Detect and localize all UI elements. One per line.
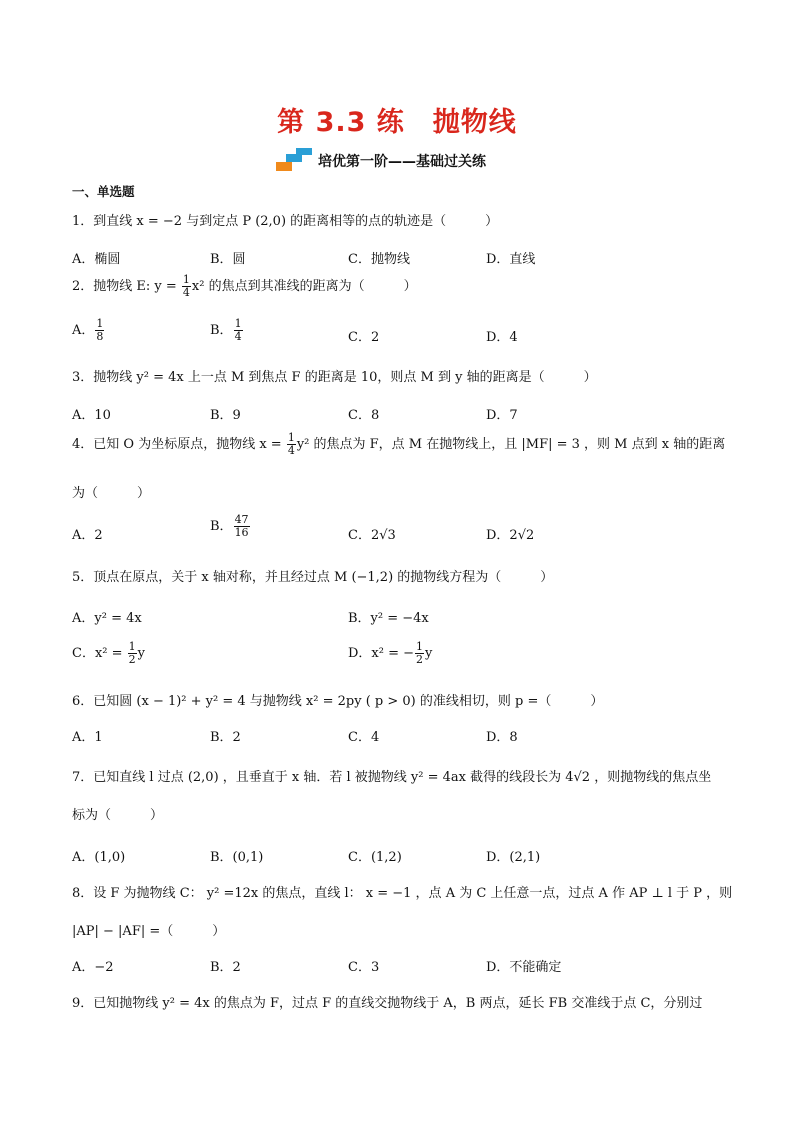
q7-option-d: D．(2,1) xyxy=(486,850,541,865)
q1-option-a: A．椭圆 xyxy=(72,252,121,267)
q5-option-a: A．y² = 4x xyxy=(72,611,142,626)
q5-option-b: B．y² = −4x xyxy=(348,611,429,626)
q3-option-b: B．9 xyxy=(210,408,241,423)
q8-option-a: A．−2 xyxy=(72,960,114,975)
q4-option-c: C．2√3 xyxy=(348,528,396,543)
q1-option-c: C．抛物线 xyxy=(348,252,410,267)
page-title: 第 3.3 练 抛物线 xyxy=(277,107,517,138)
q7-option-c: C．(1,2) xyxy=(348,850,402,865)
question-4-line2: 为（ ） xyxy=(72,486,151,501)
q4-option-a: A．2 xyxy=(72,528,103,543)
question-8-line2: |AP| − |AF| =（ ） xyxy=(72,924,226,939)
subtitle-row xyxy=(276,148,486,174)
question-7: 7．已知直线 l 过点 (2,0) ，且垂直于 x 轴．若 l 被抛物线 y² = 4ax 截得的线段长为 4√2 ，则抛物线的焦点坐 xyxy=(72,770,712,785)
question-8: 8．设 F 为抛物线 C： y² =12x 的焦点，直线 l： x = −1 ，点 A 为 C 上任意一点，过点 A 作 AP ⊥ l 于 P ，则 xyxy=(72,886,733,901)
section-heading: 一、单选题 xyxy=(72,184,135,199)
q4-option-d: D．2√2 xyxy=(486,528,535,543)
question-2: 2．抛物线 E: y = $\frac{1}{4}$ x² 的焦点到其准线的距离为（ ） xyxy=(72,273,417,299)
q6-option-c: C．4 xyxy=(348,730,380,745)
q1-option-d: D．直线 xyxy=(486,252,536,267)
q8-option-b: B．2 xyxy=(210,960,241,975)
q3-option-c: C．8 xyxy=(348,408,380,423)
q7-option-b: B．(0,1) xyxy=(210,850,264,865)
q5-option-d: D．x² = − $\frac{1}{2}$ y xyxy=(348,640,433,666)
q6-option-b: B．2 xyxy=(210,730,241,745)
steps-logo-icon xyxy=(276,148,312,174)
subtitle: 培优第一阶——基础过关练 xyxy=(318,154,486,170)
q8-option-c: C．3 xyxy=(348,960,380,975)
q5-option-c: C．x² = $\frac{1}{2}$ y xyxy=(72,640,146,666)
q6-option-d: D．8 xyxy=(486,730,518,745)
question-5: 5．顶点在原点，关于 x 轴对称，并且经过点 M (−1,2) 的抛物线方程为（ ） xyxy=(72,570,554,585)
q6-option-a: A．1 xyxy=(72,730,103,745)
q2-option-a: A． $\frac{1}{8}$ xyxy=(72,317,104,343)
q2-option-d: D．4 xyxy=(486,330,518,345)
q2-option-b: B． $\frac{1}{4}$ xyxy=(210,317,242,343)
q4-option-b: B． $\frac{47}{16}$ xyxy=(210,513,249,539)
q3-option-a: A．10 xyxy=(72,408,111,423)
q7-option-a: A．(1,0) xyxy=(72,850,126,865)
question-7-line2: 标为（ ） xyxy=(72,808,164,823)
question-1: 1．到直线 x = −2 与到定点 P (2,0) 的距离相等的点的轨迹是（ ） xyxy=(72,214,499,229)
question-6: 6．已知圆 (x − 1)² + y² = 4 与抛物线 x² = 2py ( p > 0) 的准线相切，则 p =（ ） xyxy=(72,694,604,709)
question-4: 4．已知 O 为坐标原点，抛物线 x = $\frac{1}{4}$ y² 的焦点为 F，点 M 在抛物线上，且 |MF| = 3 ，则 M 点到 x 轴的距离 xyxy=(72,431,726,457)
question-3: 3．抛物线 y² = 4x 上一点 M 到焦点 F 的距离是 10，则点 M 到 y 轴的距离是（ ） xyxy=(72,370,597,385)
q1-option-b: B．圆 xyxy=(210,252,246,267)
q8-option-d: D．不能确定 xyxy=(486,960,562,975)
question-9: 9．已知抛物线 y² = 4x 的焦点为 F，过点 F 的直线交抛物线于 A，B 两点，延长 FB 交准线于点 C，分别过 xyxy=(72,996,703,1011)
fraction: $\frac{1}{4}$ xyxy=(182,273,190,299)
q2-option-c: C．2 xyxy=(348,330,380,345)
q3-option-d: D．7 xyxy=(486,408,518,423)
